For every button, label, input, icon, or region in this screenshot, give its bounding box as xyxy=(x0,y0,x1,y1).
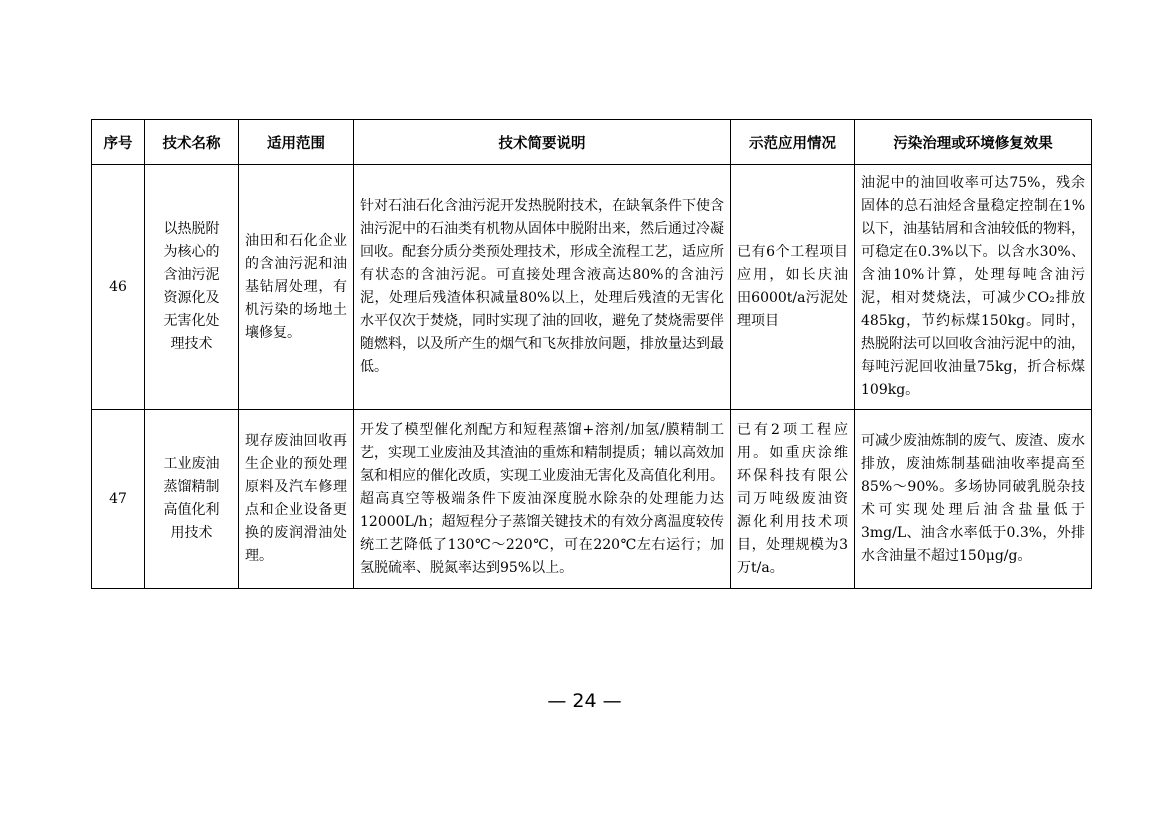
tech-name-text: 以热脱附 为核心的 含油污泥 资源化及 无害化处 理技术 xyxy=(163,221,220,352)
table-header-row xyxy=(92,120,1092,165)
effect-cell: 油泥中的油回收率可达75%，残余固体的总石油烃含量稳定控制在1%以下，油基钻屑和含油较低的物料，可稳定在0.3%以下。以含水30%、含油10%计算，处理每吨含油污泥，相对焚烧法，可减少CO₂排放485kg，节约标煤150kg。同时，热脱附法可以回收含油污泥中的油，每吨污泥回收油量75kg，折合标煤109kg。 xyxy=(855,165,1092,410)
tech-name-cell xyxy=(145,165,239,410)
header-scope: 适用范围 xyxy=(239,120,354,165)
table-row xyxy=(92,165,1092,410)
tech-name-cell xyxy=(145,410,239,589)
demo-application-cell: 已有2项工程应用。如重庆涂维环保科技有限公司万吨级废油资源化利用技术项目，处理规模为3万t/a。 xyxy=(731,410,855,589)
description-cell: 针对石油石化含油污泥开发热脱附技术，在缺氧条件下使含油污泥中的石油类有机物从固体中脱附出来，然后通过冷凝回收。配套分质分类预处理技术，形成全流程工艺，适应所有状态的含油污泥。可直接处理含液高达80%的含油污泥，处理后残渣体积减量80%以上，处理后残渣的无害化水平仅次于焚烧，同时实现了油的回收，避免了焚烧需要伴随燃料，以及所产生的烟气和飞灰排放问题，排放量达到最低。 xyxy=(354,165,731,410)
demo-application-cell: 已有6个工程项目应用，如长庆油田6000t/a污泥处理项目 xyxy=(731,165,855,410)
header-tech-name: 技术名称 xyxy=(145,120,239,165)
table-row xyxy=(92,410,1092,589)
header-description: 技术简要说明 xyxy=(354,120,731,165)
scope-cell: 现存废油回收再生企业的预处理原料及汽车修理点和企业设备更换的废润滑油处理。 xyxy=(239,410,354,589)
header-seq: 序号 xyxy=(92,120,145,165)
row-number: 47 xyxy=(92,410,145,589)
tech-name-text: 工业废油 蒸馏精制 高值化利 用技术 xyxy=(163,456,220,541)
page-number: — 24 — xyxy=(547,690,622,712)
description-cell: 开发了模型催化剂配方和短程蒸馏+溶剂/加氢/膜精制工艺，实现工业废油及其渣油的重炼和精制提质；辅以高效加氢和相应的催化改质，实现工业废油无害化及高值化利用。超高真空等极端条件下废油深度脱水除杂的处理能力达12000L/h；超短程分子蒸馏关键技术的有效分离温度较传统工艺降低了130℃～220℃，可在220℃左右运行；加氢脱硫率、脱氮率达到95%以上。 xyxy=(354,410,731,589)
row-number: 46 xyxy=(92,165,145,410)
technology-table xyxy=(91,119,1092,589)
header-demo-application: 示范应用情况 xyxy=(731,120,855,165)
scope-cell: 油田和石化企业的含油污泥和油基钻屑处理，有机污染的场地土壤修复。 xyxy=(239,165,354,410)
effect-cell: 可减少废油炼制的废气、废渣、废水排放，废油炼制基础油收率提高至85%～90%。多场协同破乳脱杂技术可实现处理后油含盐量低于3mg/L、油含水率低于0.3%，外排水含油量不超过150μg/g。 xyxy=(855,410,1092,589)
header-effect: 污染治理或环境修复效果 xyxy=(855,120,1092,165)
